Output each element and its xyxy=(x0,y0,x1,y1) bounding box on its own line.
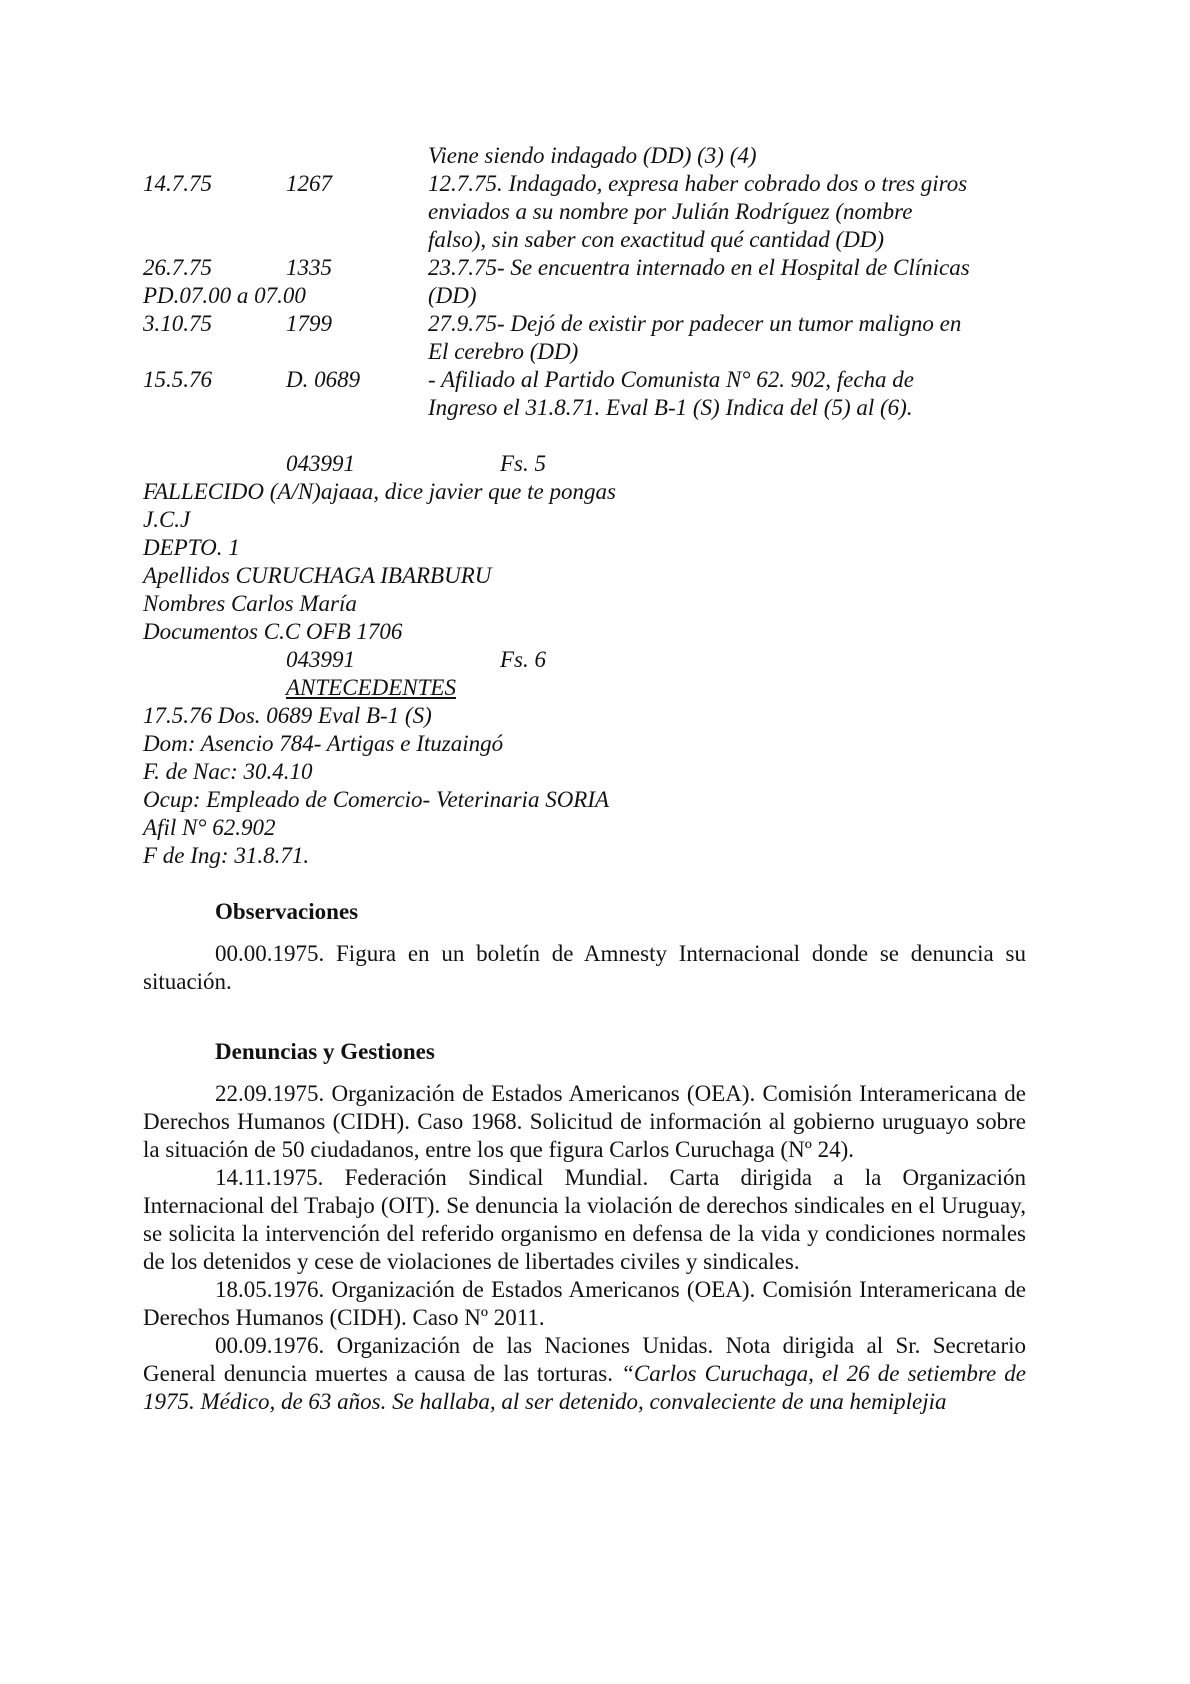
antecedente-line: F. de Nac: 30.4.10 xyxy=(143,759,313,784)
sheet-folio: Fs. 5 xyxy=(500,451,546,476)
antecedente-line: Ocup: Empleado de Comercio- Veterinaria SORIA xyxy=(143,787,610,812)
record-line: falso), sin saber con exactitud qué cantidad (DD) xyxy=(428,227,885,252)
observaciones-heading: Observaciones xyxy=(215,899,359,924)
record-line: 27.9.75- Dejó de existir por padecer un tumor maligno en xyxy=(428,311,962,336)
record-number: D. 0689 xyxy=(286,367,361,392)
card-line: DEPTO. 1 xyxy=(143,535,240,560)
denuncia-paragraph xyxy=(143,1332,1026,1416)
denuncia-quote: “Carlos Curuchaga, el 26 de setiembre de 1975. Médico, de 63 años. Se hallaba, al ser detenido, convaleciente de una hemiplejia xyxy=(143,1361,1026,1414)
record-date: 15.5.76 xyxy=(143,367,212,392)
record-date: 3.10.75 xyxy=(143,311,212,336)
observaciones-text: 00.00.1975. Figura en un boletín de Amnesty Internacional donde se denuncia su situación. xyxy=(143,941,1026,994)
antecedentes-heading: ANTECEDENTES xyxy=(286,675,456,700)
denuncias-section xyxy=(143,1080,1026,1416)
sheet-folio: Fs. 6 xyxy=(500,647,546,672)
record-extra: PD.07.00 a 07.00 xyxy=(143,283,306,308)
denuncia-paragraph: 22.09.1975. Organización de Estados Americanos (OEA). Comisión Interamericana de Derechos Humanos (CIDH). Caso 1968. Solicitud de información al gobierno uruguayo sobre la situación de 50 ciudadanos, entre los que figura Carlos Curuchaga (Nº 24). xyxy=(143,1081,1026,1162)
antecedente-line: 17.5.76 Dos. 0689 Eval B-1 (S) xyxy=(143,703,432,728)
record-line: 23.7.75- Se encuentra internado en el Hospital de Clínicas xyxy=(428,255,970,280)
denuncias-heading: Denuncias y Gestiones xyxy=(215,1039,435,1064)
card-line: FALLECIDO (A/N)ajaaa, dice javier que te pongas xyxy=(143,479,616,504)
antecedente-line: Afil N° 62.902 xyxy=(143,815,276,840)
record-line: 12.7.75. Indagado, expresa haber cobrado dos o tres giros xyxy=(428,171,968,196)
record-line: enviados a su nombre por Julián Rodríguez (nombre xyxy=(428,199,913,224)
antecedente-line: Dom: Asencio 784- Artigas e Ituzaingó xyxy=(143,731,504,756)
record-number: 1267 xyxy=(286,171,332,196)
record-date: 26.7.75 xyxy=(143,255,212,280)
record-line: (DD) xyxy=(428,283,477,308)
record-line: El cerebro (DD) xyxy=(428,339,579,364)
record-number: 1799 xyxy=(286,311,332,336)
card-line: J.C.J xyxy=(143,507,191,532)
record-line: Ingreso el 31.8.71. Eval B-1 (S) Indica del (5) al (6). xyxy=(428,395,913,420)
observaciones-section xyxy=(143,940,1026,996)
record-date: 14.7.75 xyxy=(143,171,212,196)
record-line: Viene siendo indagado (DD) (3) (4) xyxy=(428,143,757,168)
card-documentos: Documentos C.C OFB 1706 xyxy=(143,619,403,644)
antecedente-line: F de Ing: 31.8.71. xyxy=(143,843,310,868)
record-number: 1335 xyxy=(286,255,332,280)
card-apellidos: Apellidos CURUCHAGA IBARBURU xyxy=(143,563,492,588)
sheet-number: 043991 xyxy=(286,647,355,672)
denuncia-paragraph: 14.11.1975. Federación Sindical Mundial. Carta dirigida a la Organización Internacional del Trabajo (OIT). Se denuncia la violación de derechos sindicales en el Uruguay, se solicita la intervención del referido organismo en defensa de la vida y condiciones normales de los detenidos y cese de violaciones de libertades civiles y sindicales. xyxy=(143,1165,1026,1274)
sheet-number: 043991 xyxy=(286,451,355,476)
denuncia-text: 00.09.1976. Organización de las Naciones Unidas. Nota dirigida al Sr. Secretario General denuncia muertes a causa de las torturas. xyxy=(143,1333,1026,1386)
denuncia-paragraph: 18.05.1976. Organización de Estados Americanos (OEA). Comisión Interamericana de Derechos Humanos (CIDH). Caso Nº 2011. xyxy=(143,1277,1026,1330)
card-nombres: Nombres Carlos María xyxy=(143,591,357,616)
record-line: - Afiliado al Partido Comunista N° 62. 902, fecha de xyxy=(428,367,915,392)
